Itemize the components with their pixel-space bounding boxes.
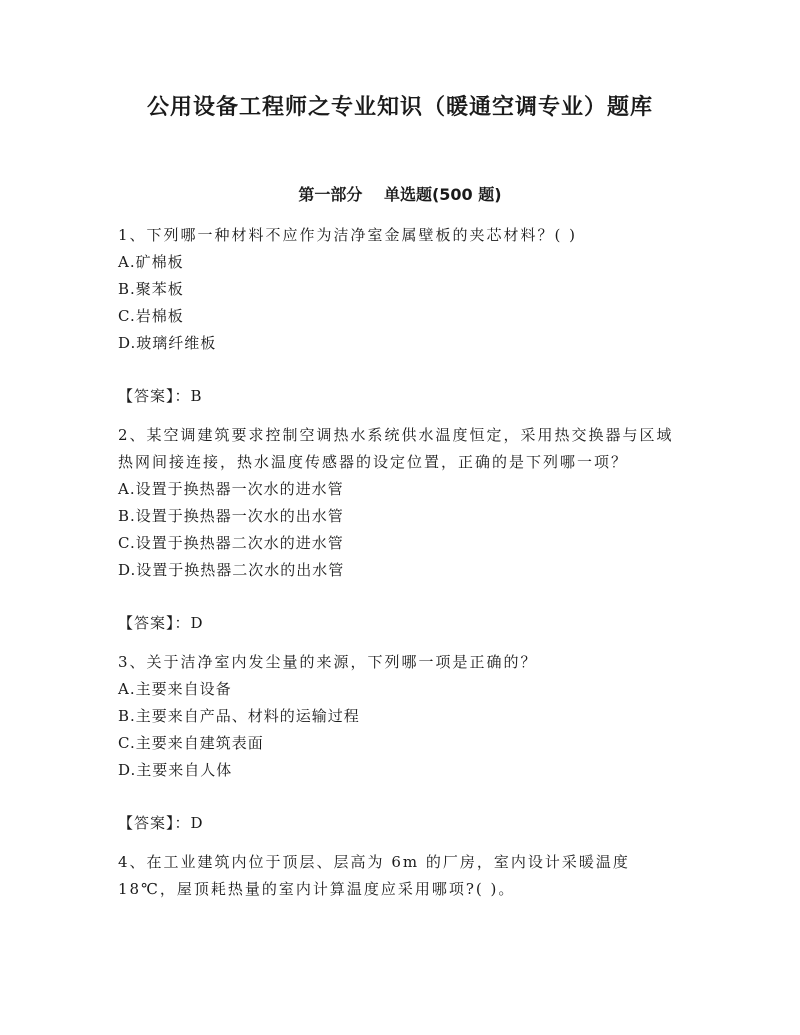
answer-line: 【答案】：D [118,814,204,832]
question-3 [118,649,688,837]
option-b: B.设置于换热器一次水的出水管 [118,507,344,525]
option-list [118,249,688,357]
option-d: D.设置于换热器二次水的出水管 [118,561,345,579]
document-title: 公用设备工程师之专业知识（暖通空调专业）题库 [146,95,653,120]
option-list [118,676,688,784]
question-list [118,222,688,903]
option-list [118,476,688,584]
question-stem: 3、关于洁净室内发尘量的来源，下列哪一项是正确的？ [118,653,538,671]
option-c: C.主要来自建筑表面 [118,734,264,752]
option-d: D.玻璃纤维板 [118,334,217,352]
question-stem: 2、某空调建筑要求控制空调热水系统供水温度恒定，采用热交换器与区域热网间接连接，热水温度传感器的设定位置，正确的是下列哪一项？ [118,426,674,471]
question-2 [118,422,688,637]
option-c: C.岩棉板 [118,307,184,325]
answer-line: 【答案】：B [118,387,203,405]
section-title: 第一部分 单选题(500 题) [298,185,502,204]
question-stem: 4、在工业建筑内位于顶层、层高为 6m 的厂房，室内设计采暖温度 18℃，屋顶耗热量的室内计算温度应采用哪项?( )。 [118,853,630,898]
option-b: B.主要来自产品、材料的运输过程 [118,707,360,725]
answer-line: 【答案】：D [118,614,204,632]
option-a: A.主要来自设备 [118,680,232,698]
option-d: D.主要来自人体 [118,761,233,779]
question-4 [118,849,688,903]
option-a: A.矿棉板 [118,253,184,271]
question-stem: 1、下列哪一种材料不应作为洁净室金属壁板的夹芯材料？( ) [118,226,578,244]
option-c: C.设置于换热器二次水的进水管 [118,534,344,552]
option-a: A.设置于换热器一次水的进水管 [118,480,344,498]
option-b: B.聚苯板 [118,280,184,298]
question-1 [118,222,688,410]
